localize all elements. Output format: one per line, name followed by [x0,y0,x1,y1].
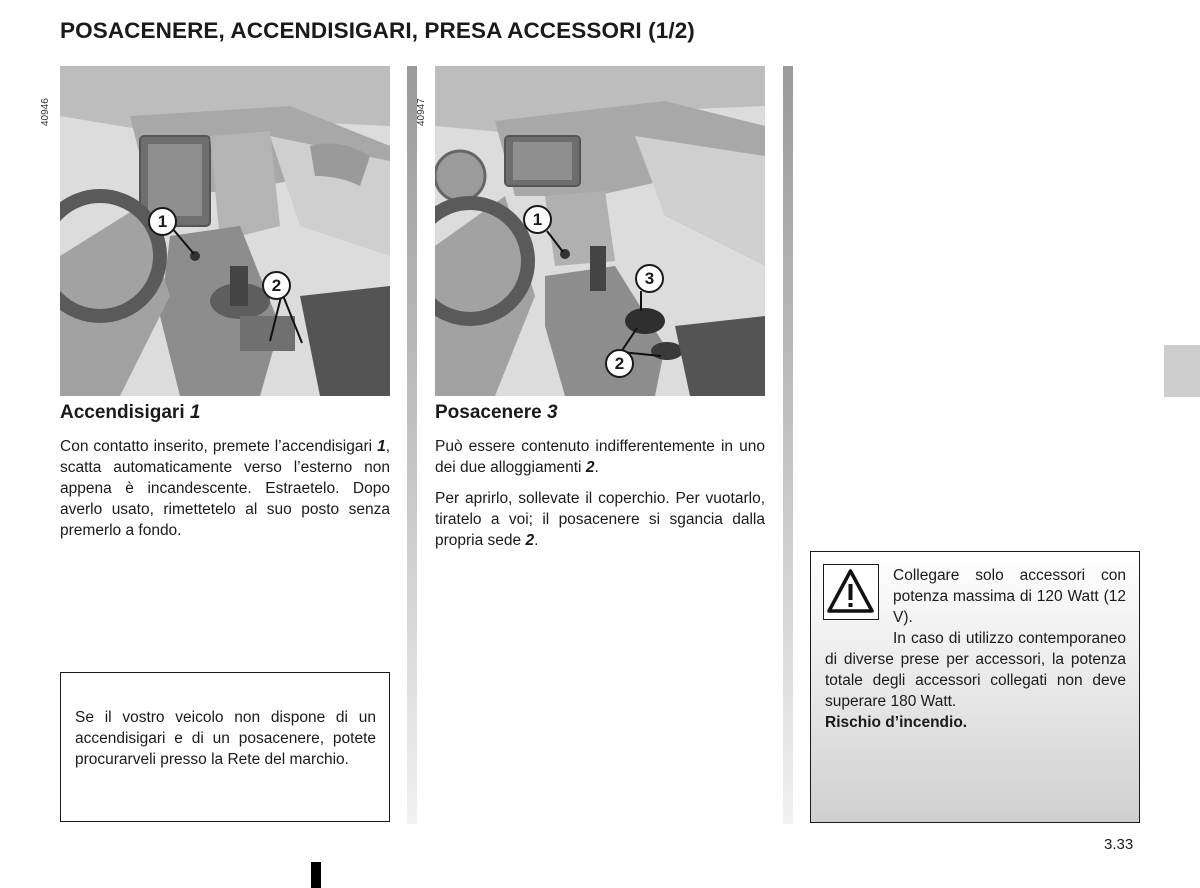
heading-ashtray: Posacenere 3 [435,402,558,423]
note-text: Se il vostro veicolo non dispone di un accendisigari e di un posacenere, potete procurarveli presso la Rete del marchio. [75,709,376,768]
callout-2: 2 [605,349,634,378]
heading-lighter: Accendisigari 1 [60,402,201,423]
warning-text-2: In caso di utilizzo contemporaneo di diverse prese per accessori, la potenza totale degli accessori collegati non deve superare 180 Watt. [825,630,1126,710]
callout-1: 1 [148,207,177,236]
warning-text-1: Collegare solo accessori con potenza massima di 120 Watt (12 V). [893,567,1126,626]
figure-code: 40946 [40,98,51,126]
chapter-tab [1164,345,1200,397]
figure-ashtray [435,66,765,396]
figure-lighter [60,66,390,396]
lighter-text: Con contatto inserito, premete l’accendisigari 1, scatta automaticamente verso l’esterno non appena è incandescente. Estraetelo. Dopo averlo usato, rimettetelo al suo posto senza premerlo a fondo. [60,438,390,539]
dashboard-illustration [60,66,390,396]
crop-mark [311,862,321,888]
warning-box [810,551,1140,823]
warning-triangle-icon [823,564,879,620]
callout-2: 2 [262,271,291,300]
ashtray-text: Può essere contenuto indifferentemente in uno dei due alloggiamenti 2. Per aprirlo, sollevate il coperchio. Per vuotarlo, tiratelo a voi; il posacenere si sgancia dalla propria sede 2. [435,438,765,549]
dashboard-illustration [435,66,765,396]
column-divider [783,66,793,824]
callout-3: 3 [635,264,664,293]
figure-code: 40947 [416,98,427,126]
page-title: POSACENERE, ACCENDISIGARI, PRESA ACCESSORI (1/2) [60,18,695,43]
callout-1: 1 [523,205,552,234]
warning-emphasis: Rischio d’incendio. [825,714,968,731]
page-number: 3.33 [1104,836,1134,853]
note-box [60,672,390,822]
column-divider [407,66,417,824]
